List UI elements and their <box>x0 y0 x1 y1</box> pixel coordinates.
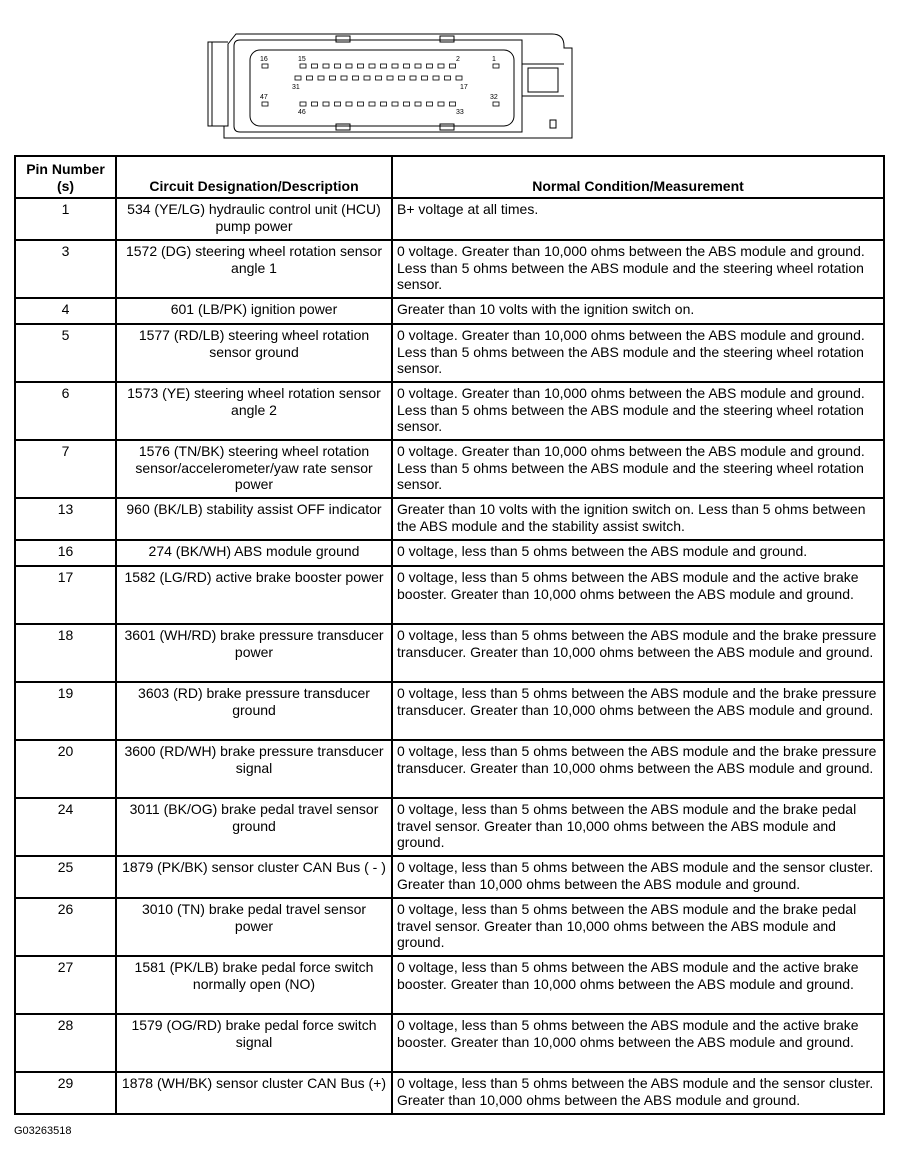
table-row <box>15 1072 884 1114</box>
figure-id: G03263518 <box>14 1125 72 1137</box>
normal-condition-cell: 0 voltage, less than 5 ohms between the ABS module and the brake pedal travel sensor. Greater than 10,000 ohms between the ABS module and ground. <box>392 898 884 956</box>
normal-condition-cell: 0 voltage, less than 5 ohms between the ABS module and the active brake booster. Greater than 10,000 ohms between the ABS module and ground. <box>392 566 884 624</box>
header-normal-condition: Normal Condition/Measurement <box>392 156 884 198</box>
pin-number-cell: 7 <box>15 440 116 498</box>
pin-table <box>14 155 885 1115</box>
table-row <box>15 440 884 498</box>
pin-slot <box>341 76 347 80</box>
pin-number-cell: 16 <box>15 540 116 566</box>
pin-slot <box>450 102 456 106</box>
pin-slot <box>392 64 398 68</box>
table-row <box>15 198 884 240</box>
normal-condition-cell: 0 voltage, less than 5 ohms between the ABS module and the active brake booster. Greater than 10,000 ohms between the ABS module and ground. <box>392 1014 884 1072</box>
circuit-description-cell: 274 (BK/WH) ABS module ground <box>116 540 392 566</box>
circuit-description-cell: 1572 (DG) steering wheel rotation sensor angle 1 <box>116 240 392 298</box>
pin-label: 1 <box>492 56 496 63</box>
pin-slot <box>399 76 405 80</box>
pin-slot <box>392 102 398 106</box>
pin-slot <box>410 76 416 80</box>
circuit-description-cell: 3010 (TN) brake pedal travel sensor power <box>116 898 392 956</box>
normal-condition-cell: Greater than 10 volts with the ignition switch on. <box>392 298 884 324</box>
table-row <box>15 1014 884 1072</box>
pin-number-cell: 1 <box>15 198 116 240</box>
normal-condition-cell: 0 voltage. Greater than 10,000 ohms between the ABS module and ground. Less than 5 ohms between the ABS module and the steering wheel rotation sensor. <box>392 440 884 498</box>
table-row <box>15 298 884 324</box>
pin-number-cell: 28 <box>15 1014 116 1072</box>
table-row <box>15 498 884 540</box>
normal-condition-cell: 0 voltage, less than 5 ohms between the ABS module and the brake pressure transducer. Greater than 10,000 ohms between the ABS module and ground. <box>392 624 884 682</box>
connector-latch <box>208 42 228 126</box>
pin-slot <box>404 64 410 68</box>
pin-slot <box>318 76 324 80</box>
pin-slot <box>415 64 421 68</box>
pin-number-cell: 26 <box>15 898 116 956</box>
pin-slot <box>307 76 313 80</box>
pin-slot <box>323 102 329 106</box>
circuit-description-cell: 1879 (PK/BK) sensor cluster CAN Bus ( - ) <box>116 856 392 898</box>
pin-number-cell: 5 <box>15 324 116 382</box>
header-circuit-description: Circuit Designation/Description <box>116 156 392 198</box>
pin-number-cell: 19 <box>15 682 116 740</box>
pin-slot <box>381 102 387 106</box>
pin-slot <box>493 102 499 106</box>
table-row <box>15 898 884 956</box>
pin-label: 15 <box>298 56 306 63</box>
circuit-description-cell: 601 (LB/PK) ignition power <box>116 298 392 324</box>
pin-slot <box>358 64 364 68</box>
pin-slot <box>404 102 410 106</box>
pin-slot <box>364 76 370 80</box>
pin-slot <box>346 102 352 106</box>
pin-slot <box>300 102 306 106</box>
pin-number-cell: 18 <box>15 624 116 682</box>
table-row <box>15 382 884 440</box>
normal-condition-cell: 0 voltage, less than 5 ohms between the ABS module and the sensor cluster. Greater than 10,000 ohms between the ABS module and ground. <box>392 856 884 898</box>
circuit-description-cell: 1579 (OG/RD) brake pedal force switch signal <box>116 1014 392 1072</box>
pin-number-cell: 13 <box>15 498 116 540</box>
circuit-description-cell: 1573 (YE) steering wheel rotation sensor angle 2 <box>116 382 392 440</box>
pin-slot <box>262 102 268 106</box>
header-pin-number: Pin Number (s) <box>15 156 116 198</box>
pin-label: 46 <box>298 109 306 116</box>
circuit-description-cell: 3601 (WH/RD) brake pressure transducer power <box>116 624 392 682</box>
pin-slot <box>312 64 318 68</box>
pin-slot <box>300 64 306 68</box>
table-row <box>15 624 884 682</box>
pin-number-cell: 20 <box>15 740 116 798</box>
pin-slot <box>369 64 375 68</box>
pin-slot <box>415 102 421 106</box>
pin-slot <box>493 64 499 68</box>
pin-slot <box>381 64 387 68</box>
pin-slot <box>353 76 359 80</box>
pin-number-cell: 6 <box>15 382 116 440</box>
pin-field <box>250 50 514 126</box>
table-row <box>15 566 884 624</box>
pin-slot <box>369 102 375 106</box>
normal-condition-cell: 0 voltage, less than 5 ohms between the ABS module and ground. <box>392 540 884 566</box>
circuit-description-cell: 960 (BK/LB) stability assist OFF indicator <box>116 498 392 540</box>
pin-slot <box>422 76 428 80</box>
pin-slot <box>456 76 462 80</box>
pin-label: 17 <box>460 84 468 91</box>
pin-slot <box>427 102 433 106</box>
pin-slot <box>433 76 439 80</box>
pin-label: 16 <box>260 56 268 63</box>
pin-slot <box>262 64 268 68</box>
pin-slot <box>323 64 329 68</box>
circuit-description-cell: 3603 (RD) brake pressure transducer ground <box>116 682 392 740</box>
circuit-description-cell: 1576 (TN/BK) steering wheel rotation sensor/accelerometer/yaw rate sensor power <box>116 440 392 498</box>
pin-slot <box>312 102 318 106</box>
pin-slot <box>438 102 444 106</box>
circuit-description-cell: 1582 (LG/RD) active brake booster power <box>116 566 392 624</box>
pin-slot <box>387 76 393 80</box>
pin-number-cell: 29 <box>15 1072 116 1114</box>
table-row <box>15 240 884 298</box>
pin-number-cell: 27 <box>15 956 116 1014</box>
pin-slot <box>295 76 301 80</box>
normal-condition-cell: B+ voltage at all times. <box>392 198 884 240</box>
normal-condition-cell: 0 voltage, less than 5 ohms between the ABS module and the active brake booster. Greater than 10,000 ohms between the ABS module and ground. <box>392 956 884 1014</box>
pin-slot <box>358 102 364 106</box>
pin-label: 2 <box>456 56 460 63</box>
normal-condition-cell: 0 voltage, less than 5 ohms between the ABS module and the brake pressure transducer. Greater than 10,000 ohms between the ABS module and ground. <box>392 740 884 798</box>
circuit-description-cell: 1577 (RD/LB) steering wheel rotation sensor ground <box>116 324 392 382</box>
pin-number-cell: 25 <box>15 856 116 898</box>
connector-diagram <box>200 28 580 146</box>
table-row <box>15 740 884 798</box>
table-header-row <box>15 156 884 198</box>
table-row <box>15 540 884 566</box>
circuit-description-cell: 3600 (RD/WH) brake pressure transducer signal <box>116 740 392 798</box>
pin-number-cell: 4 <box>15 298 116 324</box>
table-row <box>15 856 884 898</box>
pin-label: 33 <box>456 109 464 116</box>
pin-slot <box>445 76 451 80</box>
pin-slot <box>330 76 336 80</box>
circuit-description-cell: 1878 (WH/BK) sensor cluster CAN Bus (+) <box>116 1072 392 1114</box>
normal-condition-cell: 0 voltage, less than 5 ohms between the ABS module and the brake pedal travel sensor. Greater than 10,000 ohms between the ABS module and ground. <box>392 798 884 856</box>
pin-slot <box>450 64 456 68</box>
circuit-description-cell: 3011 (BK/OG) brake pedal travel sensor ground <box>116 798 392 856</box>
normal-condition-cell: 0 voltage. Greater than 10,000 ohms between the ABS module and ground. Less than 5 ohms between the ABS module and the steering wheel rotation sensor. <box>392 382 884 440</box>
table-row <box>15 682 884 740</box>
pin-number-cell: 24 <box>15 798 116 856</box>
pin-slot <box>335 64 341 68</box>
pin-label: 32 <box>490 94 498 101</box>
table-row <box>15 324 884 382</box>
pin-number-cell: 3 <box>15 240 116 298</box>
pin-number-cell: 17 <box>15 566 116 624</box>
pin-slot <box>427 64 433 68</box>
pin-label: 47 <box>260 94 268 101</box>
circuit-description-cell: 1581 (PK/LB) brake pedal force switch normally open (NO) <box>116 956 392 1014</box>
pin-slot <box>438 64 444 68</box>
pin-slot <box>335 102 341 106</box>
normal-condition-cell: 0 voltage, less than 5 ohms between the ABS module and the sensor cluster. Greater than 10,000 ohms between the ABS module and ground. <box>392 1072 884 1114</box>
pin-label: 31 <box>292 84 300 91</box>
normal-condition-cell: 0 voltage. Greater than 10,000 ohms between the ABS module and ground. Less than 5 ohms between the ABS module and the steering wheel rotation sensor. <box>392 240 884 298</box>
table-row <box>15 798 884 856</box>
pin-slot <box>346 64 352 68</box>
pin-slot <box>376 76 382 80</box>
table-row <box>15 956 884 1014</box>
normal-condition-cell: 0 voltage, less than 5 ohms between the ABS module and the brake pressure transducer. Greater than 10,000 ohms between the ABS module and ground. <box>392 682 884 740</box>
normal-condition-cell: 0 voltage. Greater than 10,000 ohms between the ABS module and ground. Less than 5 ohms between the ABS module and the steering wheel rotation sensor. <box>392 324 884 382</box>
normal-condition-cell: Greater than 10 volts with the ignition switch on. Less than 5 ohms between the ABS module and the stability assist switch. <box>392 498 884 540</box>
circuit-description-cell: 534 (YE/LG) hydraulic control unit (HCU) pump power <box>116 198 392 240</box>
